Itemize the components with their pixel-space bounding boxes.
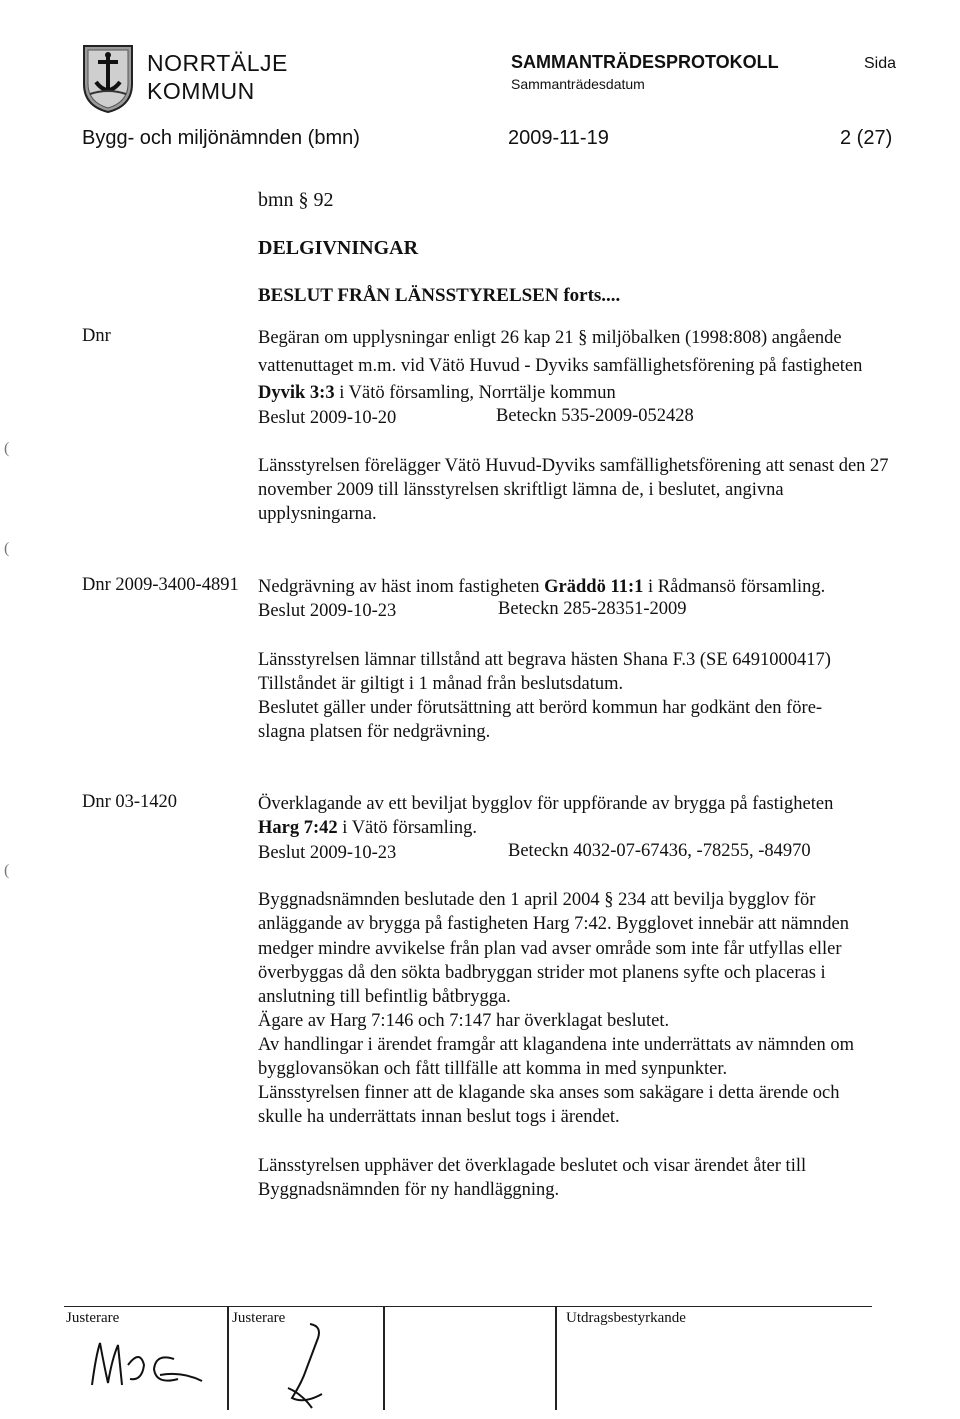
footer-divider (555, 1306, 557, 1410)
footer-divider (227, 1306, 229, 1410)
item2-text-line2: Tillståndet är giltigt i 1 månad från beslutsdatum. (258, 674, 624, 694)
item2-title-line (258, 575, 825, 599)
signature-initials-2 (262, 1318, 352, 1413)
item2-property-name: Gräddö 11:1 (544, 577, 644, 597)
document-type: SAMMANTRÄDESPROTOKOLL (511, 52, 779, 72)
item1-property-name: Dyvik 3:3 (258, 383, 335, 403)
item2-text-line3: Beslutet gäller under förutsättning att berörd kommun har godkänt den före- (258, 698, 823, 718)
item2-dnr: Dnr 2009-3400-4891 (82, 575, 239, 595)
certification-label: Utdragsbestyrkande (566, 1310, 686, 1326)
item3-text-line2: anläggande av brygga på fastigheten Harg 7:42. Bygglovet innebär att nämnden (258, 914, 849, 934)
footer-divider (383, 1306, 385, 1410)
signature-initials-1 (82, 1335, 222, 1395)
item1-title-line2: vattenuttaget m.m. vid Vätö Huvud - Dyviks samfällighetsförening på fastigheten (258, 356, 863, 376)
item3-text-line7: Av handlingar i ärendet framgår att klagandena inte underrättats av nämnden om (258, 1035, 855, 1055)
item1-beteckn: Beteckn 535-2009-052428 (496, 406, 694, 426)
item1-dnr: Dnr (82, 326, 111, 346)
item3-property-rest: i Vätö församling. (337, 818, 478, 838)
item3-property-name: Harg 7:42 (258, 818, 338, 838)
margin-bracket: ( (4, 862, 10, 879)
item1-beslut: Beslut 2009-10-20 (258, 408, 397, 428)
item3-text-line9: Länsstyrelsen finner att de klagande ska anses som sakägare i detta ärende och (258, 1083, 840, 1103)
item3-text-line4: överbyggas då den sökta badbryggan strider mot planens syfte och placeras i (258, 963, 826, 983)
page-count: 2 (27) (840, 127, 893, 149)
municipal-crest-icon (82, 44, 134, 114)
item1-property-line (258, 381, 616, 405)
margin-bracket: ( (4, 440, 10, 457)
item2-title-prefix: Nedgrävning av häst inom fastigheten (258, 577, 545, 597)
item3-title-line1: Överklagande av ett beviljat bygglov för uppförande av brygga på fastigheten (258, 794, 834, 814)
item2-title-rest: i Rådmansö församling. (643, 577, 826, 597)
item2-text-line1: Länsstyrelsen lämnar tillstånd att begrava hästen Shana F.3 (SE 6491000417) (258, 650, 831, 670)
item3-dnr: Dnr 03-1420 (82, 792, 178, 812)
item3-text-line1: Byggnadsnämnden beslutade den 1 april 2004 § 234 att bevilja bygglov för (258, 890, 816, 910)
margin-bracket: ( (4, 540, 10, 557)
signer2-label: Justerare (232, 1310, 286, 1326)
item1-text: Länsstyrelsen förelägger Vätö Huvud-Dyviks samfällighetsförening att senast den 27 november 2009 till länsstyrelsen skriftligt lämna de, i beslutet, angivna upplysningarna. (258, 456, 889, 524)
org-name-line2: KOMMUN (147, 78, 255, 104)
item3-property-line (258, 816, 477, 840)
paragraph-reference: bmn § 92 (258, 189, 334, 211)
item3-final-line2: Byggnadsnämnden för ny handläggning. (258, 1180, 560, 1200)
item3-text-line10: skulle ha underrättats innan beslut togs i ärendet. (258, 1107, 620, 1127)
item2-beteckn: Beteckn 285-28351-2009 (498, 599, 687, 619)
meeting-date: 2009-11-19 (508, 127, 609, 149)
item3-beslut: Beslut 2009-10-23 (258, 843, 397, 863)
signer1-label: Justerare (66, 1310, 120, 1326)
item3-beteckn: Beteckn 4032-07-67436, -78255, -84970 (508, 841, 811, 861)
item2-text-line4: slagna platsen för nedgrävning. (258, 722, 491, 742)
item1-title-line1: Begäran om upplysningar enligt 26 kap 21 § miljöbalken (1998:808) angående (258, 328, 842, 348)
org-name-line1: NORRTÄLJE (147, 50, 288, 76)
footer-rule (64, 1306, 872, 1307)
page-label: Sida (864, 55, 897, 72)
committee-name: Bygg- och miljönämnden (bmn) (82, 127, 360, 149)
item1-property-rest: i Vätö församling, Norrtälje kommun (334, 383, 616, 403)
item3-text-line8: bygglovansökan och fått tillfälle att komma in med synpunkter. (258, 1059, 728, 1079)
item3-text-line3: medger mindre avvikelse från plan vad avser område som inte får utfyllas eller (258, 939, 842, 959)
item3-text-line5: anslutning till befintlig båtbrygga. (258, 987, 511, 1007)
section-subheading: BESLUT FRÅN LÄNSSTYRELSEN forts.... (258, 285, 621, 306)
item3-final-line1: Länsstyrelsen upphäver det överklagade beslutet och visar ärendet åter till (258, 1156, 807, 1176)
item3-text-line6: Ägare av Harg 7:146 och 7:147 har överklagat beslutet. (258, 1011, 670, 1031)
meeting-date-label: Sammanträdesdatum (511, 76, 645, 92)
item2-beslut: Beslut 2009-10-23 (258, 601, 397, 621)
section-heading: DELGIVNINGAR (258, 237, 419, 259)
